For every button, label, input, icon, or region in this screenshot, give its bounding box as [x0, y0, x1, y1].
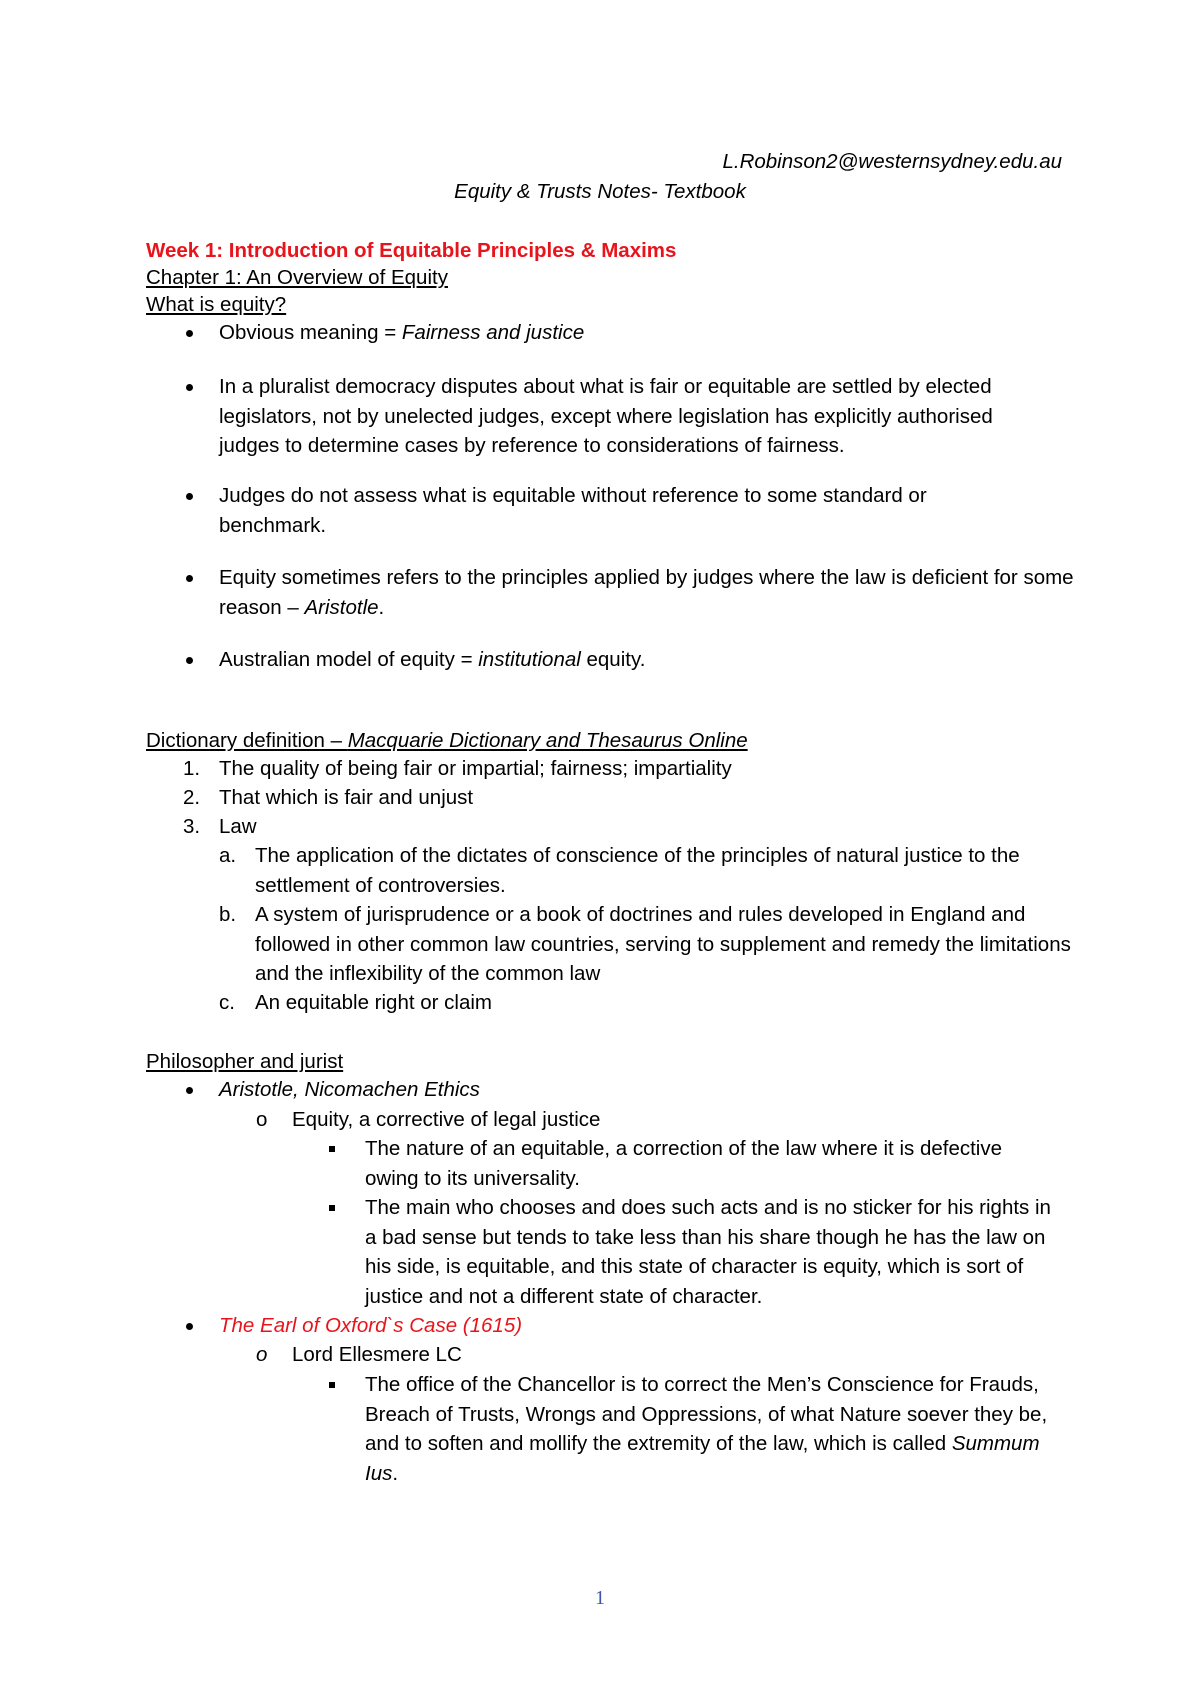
bullet-icon — [186, 384, 193, 391]
item-letter: a. — [219, 844, 237, 867]
sub-list-item-text: Lord Ellesmere LC — [292, 1343, 462, 1366]
list-item-text: Australian model of equity = — [219, 648, 479, 671]
item-text: Law — [219, 815, 257, 838]
square-bullet-icon — [329, 1382, 335, 1388]
item-number: 2. — [183, 786, 201, 809]
item-number: 1. — [183, 757, 201, 780]
latin-term: Summum Ius — [365, 1432, 1040, 1485]
list-item-text: Judges do not assess what is equitable without reference to some standard or benchmark. — [219, 484, 927, 537]
list-item-emphasis: Fairness and justice — [401, 321, 585, 344]
week-heading: Week 1: Introduction of Equitable Principles & Maxims — [146, 239, 677, 262]
bullet-icon — [186, 575, 193, 582]
sub-list-item-text: Equity, a corrective of legal justice — [292, 1108, 601, 1131]
item-text: The quality of being fair or impartial; fairness; impartiality — [219, 757, 732, 780]
circle-bullet-icon: o — [256, 1343, 268, 1366]
square-bullet-icon — [329, 1146, 335, 1152]
section-heading-what-is-equity: What is equity? — [146, 293, 287, 316]
author-email: L.Robinson2@westernsydney.edu.au — [722, 150, 1062, 173]
list-item-text: In a pluralist democracy disputes about what is fair or equitable are settled by elected legislators, not by unelected judges, except where legislation has explicitly authorised judges to determine cases by reference to considerations of fairness. — [219, 375, 993, 457]
list-item-emphasis: institutional — [478, 648, 581, 671]
square-bullet-icon — [329, 1205, 335, 1211]
list-item-text-end: equity. — [580, 648, 646, 671]
sub-sub-list-item-text: The main who chooses and does such acts and is no sticker for his rights in a bad sense but tends to take less than his share though he has the law on his side, is equitable, and this state of character is equity, which is sort of justice and not a different state of character. — [365, 1196, 1051, 1308]
list-item-emphasis: Aristotle — [304, 595, 379, 619]
case-name: The Earl of Oxford`s Case (1615) — [219, 1314, 523, 1337]
list-item-text: Obvious meaning = — [219, 321, 402, 344]
page-number: 1 — [595, 1587, 605, 1609]
sub-sub-list-item-text: The nature of an equitable, a correction of the law where it is defective owing to its universality. — [365, 1137, 1003, 1190]
sub-sub-list-item-text: The office of the Chancellor is to correct the Men’s Conscience for Frauds, Breach of Trusts, Wrongs and Oppressions, of what Nature soever they be, and to soften and mollify the extremity of the law, which is called — [365, 1373, 1048, 1455]
item-number: 3. — [183, 815, 201, 838]
sub-sub-list-item-text-end: . — [392, 1461, 399, 1485]
item-text: That which is fair and unjust — [219, 786, 474, 809]
item-text: An equitable right or claim — [255, 991, 493, 1014]
document-title: Equity & Trusts Notes- Textbook — [454, 180, 746, 203]
list-item-text-end: . — [378, 595, 385, 619]
bullet-icon — [186, 330, 193, 337]
item-text: The application of the dictates of conscience of the principles of natural justice to the settlement of controversies. — [255, 844, 1020, 897]
list-item-text: Equity sometimes refers to the principles applied by judges where the law is deficient for some reason – — [219, 566, 1074, 619]
chapter-heading: Chapter 1: An Overview of Equity — [146, 266, 448, 289]
bullet-icon — [186, 493, 193, 500]
bullet-icon — [186, 1323, 193, 1330]
bullet-icon — [186, 657, 193, 664]
item-text: A system of jurisprudence or a book of doctrines and rules developed in England and followed in other common law countries, serving to supplement and remedy the limitations and the inflexibility of the common law — [255, 903, 1071, 985]
section-heading-philosopher: Philosopher and jurist — [146, 1050, 344, 1073]
item-letter: c. — [219, 991, 235, 1014]
item-letter: b. — [219, 903, 237, 926]
circle-bullet-icon: o — [256, 1108, 268, 1131]
section-heading-dictionary: Dictionary definition – Macquarie Dictionary and Thesaurus Online — [146, 729, 748, 752]
list-item-text: Aristotle, Nicomachen Ethics — [219, 1078, 480, 1101]
bullet-icon — [186, 1087, 193, 1094]
